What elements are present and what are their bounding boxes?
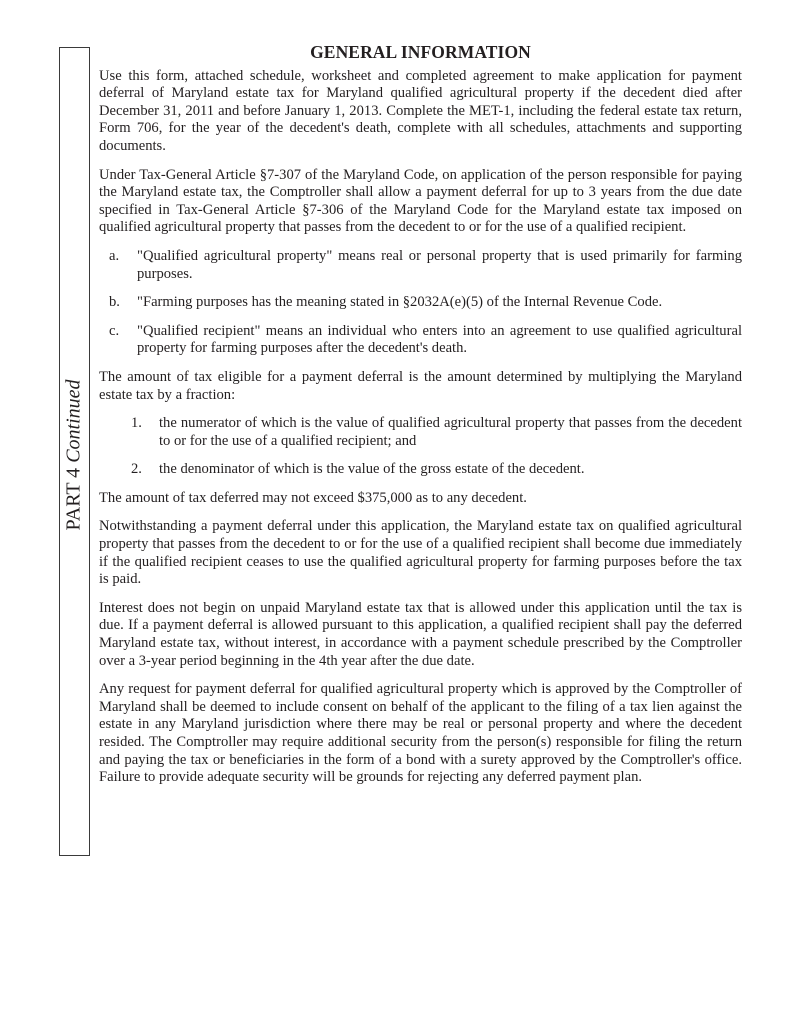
definition-text: "Qualified agricultural property" means real or personal property that is used primarily for farming purposes. [137, 247, 742, 282]
definition-item [109, 323, 742, 358]
notwithstanding-paragraph: Notwithstanding a payment deferral under this application, the Maryland estate tax on qualified agricultural property that passes from the decedent to or for the use of a qualified recipient shall become due immediately if the qualified recipient ceases to use the qualified agricultural property for farming purposes before the tax is paid. [99, 518, 742, 588]
definition-item [109, 248, 742, 283]
interest-paragraph: Interest does not begin on unpaid Maryland estate tax that is allowed under this application until the tax is due. If a payment deferral is allowed pursuant to this application, a qualified recipient shall pay the deferred Maryland estate tax, without interest, in accordance with a payment schedule prescribed by the Comptroller over a 3-year period beginning in the 4th year after the due date. [99, 599, 742, 669]
list-marker: 2. [131, 461, 142, 478]
definition-text: "Qualified recipient" means an individual who enters into an agreement to use qualified agricultural property for farming purposes after the decedent's death. [137, 322, 742, 357]
continued-label: Continued [62, 379, 85, 463]
statute-paragraph: Under Tax-General Article §7-307 of the Maryland Code, on application of the person responsible for paying the Maryland estate tax, the Comptroller shall allow a payment deferral for up to 3 years from the due date specified in Tax-General Article §7-306 of the Maryland Code for the Maryland estate tax imposed on qualified agricultural property that passes from the decedent to or for the use of a qualified recipient. [99, 166, 742, 236]
part-sidebar-label [63, 379, 86, 530]
list-marker: 1. [131, 415, 142, 432]
definitions-list [99, 248, 742, 358]
fraction-term-text: the numerator of which is the value of qualified agricultural property that passes from the decedent to or for the use of a qualified recipient; and [159, 415, 742, 449]
document-body [99, 44, 742, 798]
definition-text: "Farming purposes has the meaning stated in §2032A(e)(5) of the Internal Revenue Code. [137, 294, 663, 311]
fraction-term-item [131, 415, 742, 450]
page-title: GENERAL INFORMATION [310, 42, 531, 62]
list-marker: c. [109, 322, 120, 339]
tax-lien-paragraph: Any request for payment deferral for qualified agricultural property which is approved by the Comptroller of Maryland shall be deemed to include consent on behalf of the applicant to the filing of a tax lien against the estate in any Maryland jurisdiction where there may be real or personal property and where the decedent resided. The Comptroller may require additional security from the person(s) responsible for filing the return and paying the tax or beneficiaries in the form of a bond with a surety approved by the Comptroller's office. Failure to provide adequate security will be grounds for rejecting any deferred payment plan. [99, 681, 742, 786]
intro-paragraph: Use this form, attached schedule, worksheet and completed agreement to make application for payment deferral of Maryland estate tax for Maryland qualified agricultural property if the decedent died after December 31, 2011 and before January 1, 2013. Complete the MET-1, including the federal estate tax return, Form 706, for the year of the decedent's death, complete with all schedules, attachments and supporting documents. [99, 67, 742, 154]
definition-item [109, 294, 742, 312]
part-number: PART 4 [62, 467, 85, 531]
list-marker: a. [109, 247, 120, 264]
deferral-cap-paragraph: The amount of tax deferred may not exceed $375,000 as to any decedent. [99, 489, 527, 506]
fraction-term-item [131, 461, 742, 479]
list-marker: b. [109, 294, 120, 311]
fraction-terms-list [99, 415, 742, 479]
amount-eligible-paragraph: The amount of tax eligible for a payment deferral is the amount determined by multiplying the Maryland estate tax by a fraction: [99, 368, 742, 403]
fraction-term-text: the denominator of which is the value of the gross estate of the decedent. [159, 461, 585, 478]
